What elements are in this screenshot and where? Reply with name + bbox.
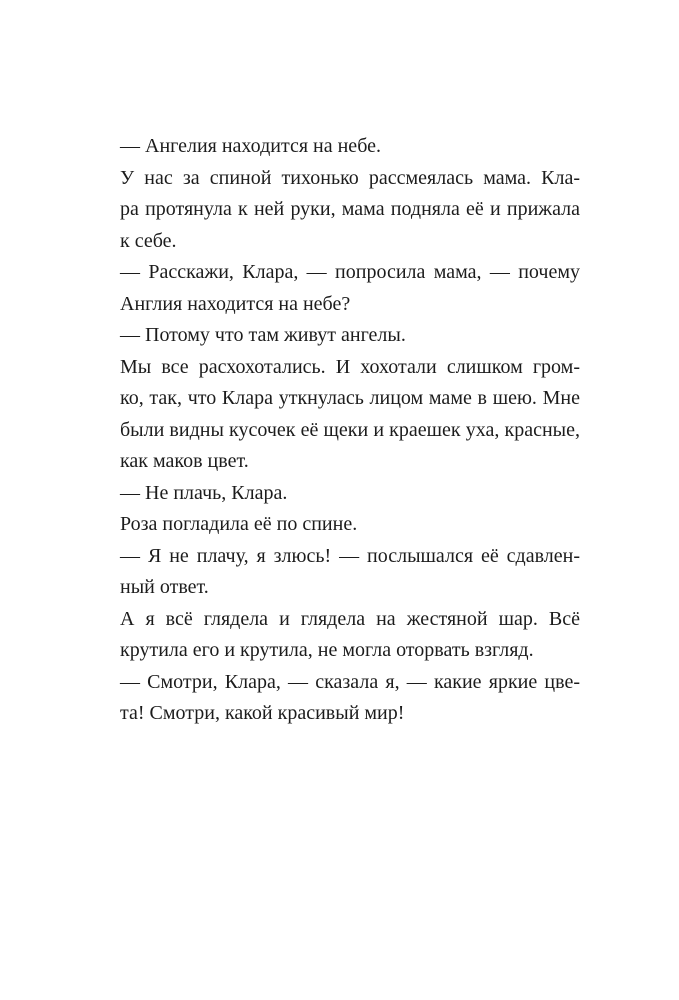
text-line: — Ангелия находится на небе. <box>120 135 381 157</box>
text-line: — Потому что там живут ангелы. <box>120 324 406 346</box>
text-line: У нас за спиной тихонько рассмеялась мама. Кла- <box>120 166 580 189</box>
text-line: — Не плачь, Клара. <box>120 481 288 504</box>
text-line: ный ответ. <box>120 576 209 598</box>
text-line: Роза погладила её по спине. <box>120 513 358 535</box>
text-line: ра протянула к ней руки, мама подняла её и прижала <box>120 198 580 220</box>
text-line: как маков цвет. <box>120 450 249 472</box>
text-line: к себе. <box>120 229 177 252</box>
text-line: Англия находится на небе? <box>120 292 351 315</box>
text-line: А я всё глядела и глядела на жестяной шар. Всё <box>120 607 580 630</box>
text-line: были видны кусочек её щеки и краешек уха, красные, <box>120 418 580 441</box>
text-line: — Расскажи, Клара, — попросила мама, — почему <box>120 261 580 283</box>
text-line: та! Смотри, какой красивый мир! <box>120 702 405 724</box>
text-line: — Смотри, Клара, — сказала я, — какие яркие цве- <box>120 670 580 693</box>
text-line: ко, так, что Клара уткнулась лицом маме в шею. Мне <box>120 387 580 409</box>
text-line: — Я не плачу, я злюсь! — послышался её сдавлен- <box>120 544 580 567</box>
text-line: крутила его и крутила, не могла оторвать взгляд. <box>120 639 534 661</box>
text-line: Мы все расхохотались. И хохотали слишком гром- <box>120 355 580 378</box>
